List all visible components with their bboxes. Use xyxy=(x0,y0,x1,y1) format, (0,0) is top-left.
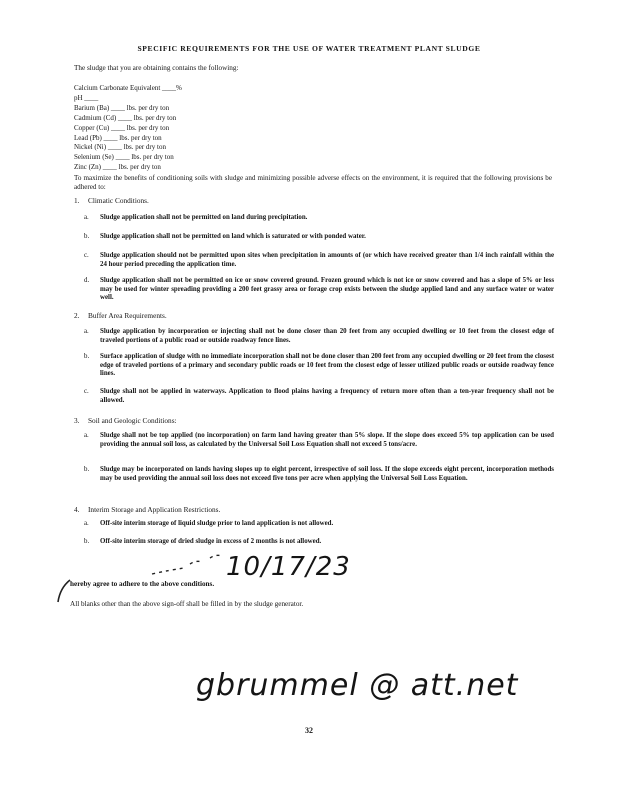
list-item xyxy=(84,388,554,405)
material-line: Lead (Pb) ____ lbs. per dry ton xyxy=(74,133,162,142)
agreement-text: hereby agree to adhere to the above conditions. xyxy=(70,580,215,588)
list-item xyxy=(84,520,554,529)
item-letter: b. xyxy=(84,233,90,240)
section-heading-2 xyxy=(74,311,167,320)
material-line: Barium (Ba) ____ lbs. per dry ton xyxy=(74,103,170,112)
item-letter: c. xyxy=(84,252,89,259)
signature-date: 10/17/23 xyxy=(226,552,351,582)
section-heading-3 xyxy=(74,416,177,425)
item-text: Sludge application shall not be permitted on ice or snow covered ground. Frozen ground which is not ice or snow covered and has a slope of 5% or less may be used for winter spreading providing a 200 feet grassy area or forage crop exists between the sludge applied land and any surface water or water well. xyxy=(100,277,554,302)
item-text: Sludge application by incorporation or injecting shall not be done closer than 20 feet from any occupied dwelling or 10 feet from the closest edge of traveled portions of a public road or outside roadway fence lines. xyxy=(100,328,554,344)
signature-scribble xyxy=(150,548,230,578)
list-item xyxy=(84,214,554,223)
item-letter: a. xyxy=(84,328,89,335)
list-item xyxy=(84,277,554,303)
blanks-note: All blanks other than the above sign-off shall be filled in by the sludge generator. xyxy=(70,600,304,608)
item-letter: a. xyxy=(84,520,89,527)
material-line: Calcium Carbonate Equivalent ____% xyxy=(74,84,182,92)
material-line: pH ____ xyxy=(74,93,99,102)
section-title: Buffer Area Requirements. xyxy=(88,311,167,320)
intro-text: The sludge that you are obtaining contains the following: xyxy=(74,64,239,72)
material-line: Zinc (Zn) ____ lbs. per dry ton xyxy=(74,163,161,172)
list-item xyxy=(84,538,554,547)
item-letter: a. xyxy=(84,214,89,221)
section-title: Climatic Conditions. xyxy=(88,196,149,205)
document-title: SPECIFIC REQUIREMENTS FOR THE USE OF WATER TREATMENT PLANT SLUDGE xyxy=(137,44,481,53)
material-line: Cadmium (Cd) ____ lbs. per dry ton xyxy=(74,113,177,122)
item-letter: d. xyxy=(84,277,90,284)
materials-list xyxy=(74,84,182,173)
page-number: 32 xyxy=(305,726,313,735)
section-number: 1. xyxy=(74,196,80,205)
section-number: 3. xyxy=(74,416,80,425)
section-number: 2. xyxy=(74,311,80,320)
section-heading-4 xyxy=(74,505,220,514)
purpose-paragraph: To maximize the benefits of conditioning soils with sludge and minimizing possible adverse effects on the environment, it is required that the following provisions be adhered to: xyxy=(74,174,552,191)
list-item xyxy=(84,328,554,345)
item-text: Sludge application shall not be permitted on land which is saturated or with ponded water. xyxy=(100,233,366,240)
material-line: Selenium (Se) ____ lbs. per dry ton xyxy=(74,153,174,162)
item-letter: b. xyxy=(84,353,90,360)
section-title: Interim Storage and Application Restrictions. xyxy=(88,505,221,514)
item-text: Off-site interim storage of liquid sludge prior to land application is not allowed. xyxy=(100,520,334,527)
item-text: Off-site interim storage of dried sludge in excess of 2 months is not allowed. xyxy=(100,538,322,545)
list-item xyxy=(84,432,554,449)
item-text: Sludge may be incorporated on lands having slopes up to eight percent, irrespective of soil loss. If the slope exceeds eight percent, incorporation methods may be used providing the annual soil loss does not exceed five tons per acre when applying the Universal Soil Loss Equation. xyxy=(100,466,554,482)
section-title: Soil and Geologic Conditions: xyxy=(88,416,177,425)
item-text: Surface application of sludge with no immediate incorporation shall not be done closer than 200 feet from any occupied dwelling or 20 feet from the closest edge of traveled portions of a primary and secondary public roads or 10 feet from the closest edge of lesser utilized public roads or outside roadway fence lines. xyxy=(100,353,554,378)
material-line: Copper (Cu) ____ lbs. per dry ton xyxy=(74,123,170,132)
item-text: Sludge application should not be permitted upon sites when precipitation in amounts of (or which have received greater than 1/4 inch rainfall within the 24 hour period preceding the application time. xyxy=(100,252,554,268)
section-heading-1 xyxy=(74,196,149,205)
item-letter: c. xyxy=(84,388,89,395)
item-text: Sludge shall not be applied in waterways. Application to flood plains having a frequency of return more often than a ten-year frequency shall not be allowed. xyxy=(100,388,554,404)
item-text: Sludge shall not be top applied (no incorporation) on farm land having greater than 5% slope. If the slope does exceed 5% top application can be used providing the annual soil loss, as calculated by the Universal Soil Loss Equation shall not exceed 5 tons/acre. xyxy=(100,432,554,448)
list-item xyxy=(84,233,554,242)
list-item xyxy=(84,353,554,379)
item-letter: a. xyxy=(84,432,89,439)
item-text: Sludge application shall not be permitted on land during precipitation. xyxy=(100,214,308,221)
item-letter: b. xyxy=(84,538,90,545)
item-letter: b. xyxy=(84,466,90,473)
list-item xyxy=(84,252,554,269)
handwritten-email: gbrummel @ att.net xyxy=(196,668,519,703)
section-number: 4. xyxy=(74,505,80,514)
list-item xyxy=(84,466,554,483)
material-line: Nickel (Ni) ____ lbs. per dry ton xyxy=(74,143,166,152)
